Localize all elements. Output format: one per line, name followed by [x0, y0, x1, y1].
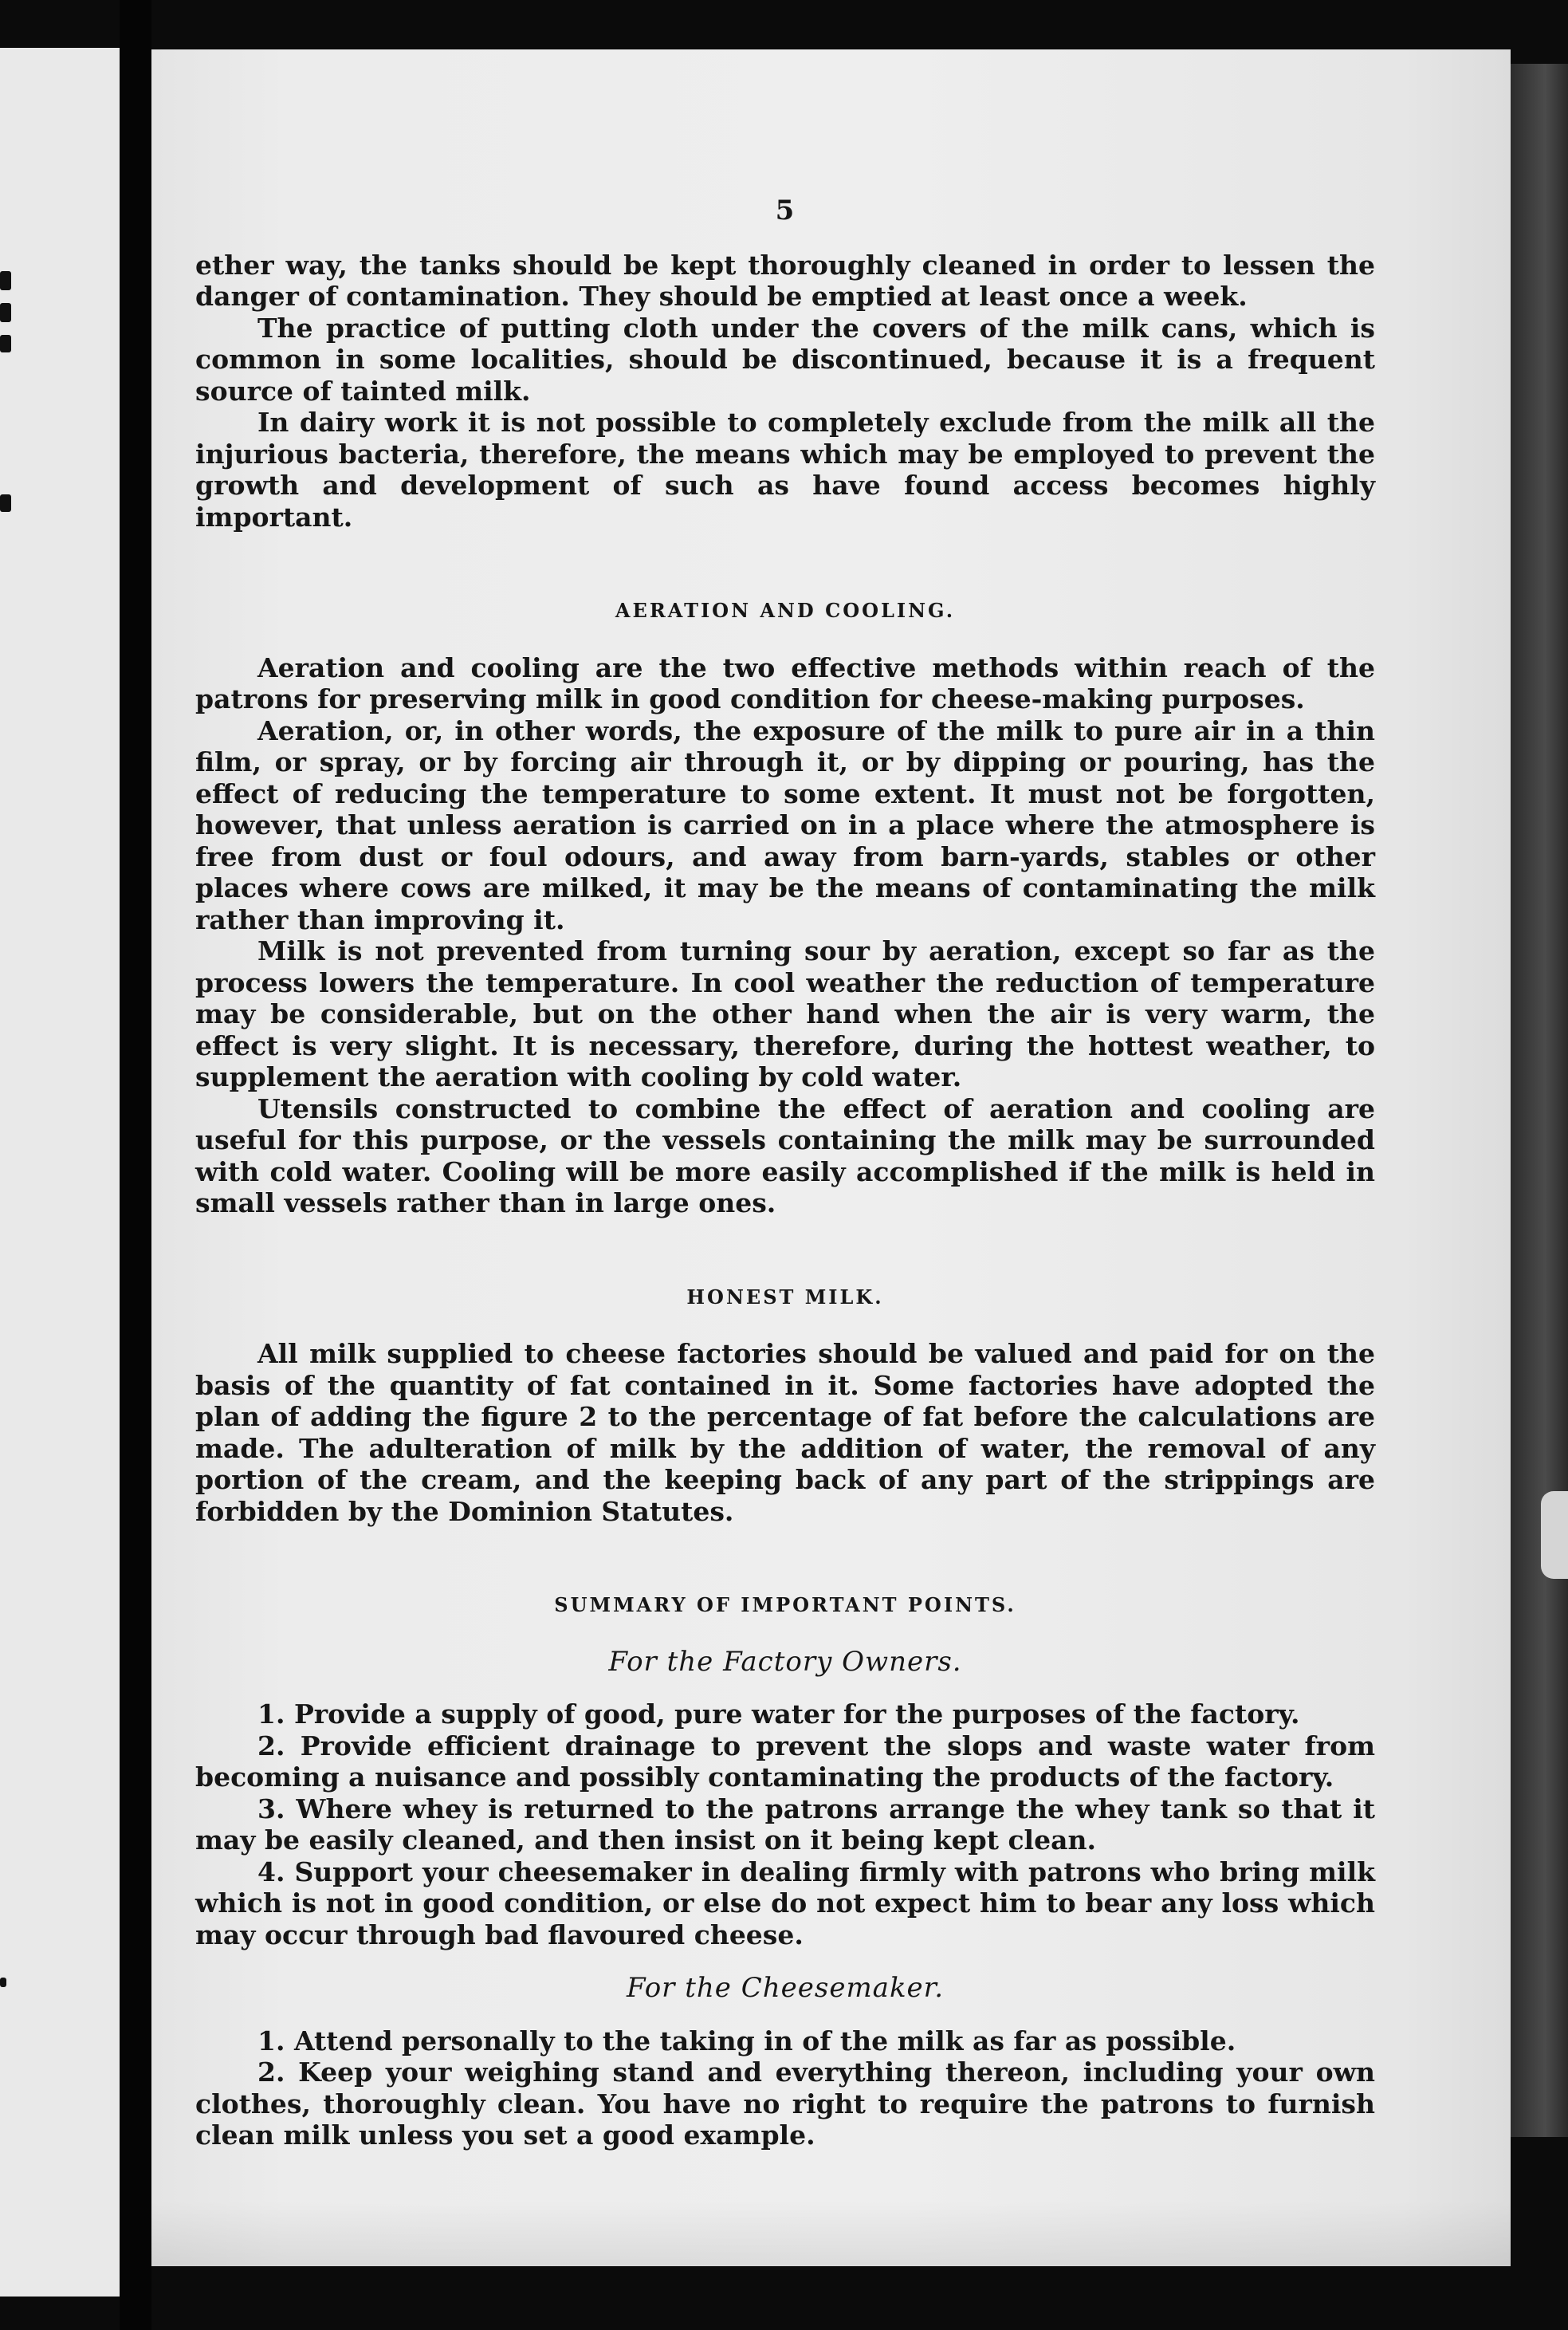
- bleed-mark: [0, 335, 11, 352]
- list-item: 1. Provide a supply of good, pure water for the purposes of the factory.: [257, 1698, 1300, 1730]
- subheading-factory-owners: For the Factory Owners.: [608, 1645, 962, 1678]
- paragraph: Aeration and cooling are the two effective methods within reach of the patrons for preserving milk in good condition for cheese-making purposes.: [195, 651, 1375, 714]
- paragraph: The practice of putting cloth under the covers of the milk cans, which is common in some localities, should be discontinued, because it is a frequent source of tainted milk.: [195, 312, 1375, 407]
- list-item: 4. Support your cheesemaker in dealing firmly with patrons who bring milk which is not in good condition, or else do not expect him to bear any loss which may occur through bad flavoured cheese.: [195, 1856, 1375, 1950]
- section-heading: SUMMARY OF IMPORTANT POINTS.: [554, 1593, 1016, 1616]
- section-heading: HONEST MILK.: [686, 1285, 884, 1309]
- list-item: 2. Keep your weighing stand and everything thereon, including your own clothes, thoroughly clean. You have no right to require the patrons to furnish clean milk unless you set a good example.: [195, 2056, 1375, 2151]
- subheading-cheesemaker: For the Cheesemaker.: [626, 1972, 945, 2004]
- right-page-edge: [1511, 64, 1568, 2137]
- binding-gutter: [120, 0, 151, 2330]
- list-item: 1. Attend personally to the taking in of the milk as far as possible.: [257, 2025, 1236, 2056]
- paragraph: In dairy work it is not possible to completely exclude from the milk all the injurious bacteria, therefore, the means which may be employed to prevent the growth and development of such as have found access becomes highly important.: [195, 407, 1375, 533]
- bleed-mark: [0, 1978, 6, 1987]
- list-item: 2. Provide efficient drainage to prevent the slops and waste water from becoming a nuisance and possibly contaminating the products of the factory.: [195, 1730, 1375, 1793]
- page-tab: [1541, 1491, 1568, 1579]
- section-heading: AERATION AND COOLING.: [615, 599, 956, 622]
- page-number: 5: [775, 195, 796, 226]
- paragraph: ether way, the tanks should be kept thoroughly cleaned in order to lessen the danger of contamination. They should be emptied at least once a week.: [195, 249, 1375, 312]
- bleed-mark: [0, 494, 11, 512]
- bleed-mark: [0, 271, 11, 290]
- paragraph: Utensils constructed to combine the effect of aeration and cooling are useful for this purpose, or the vessels containing the milk may be surrounded with cold water. Cooling will be more easily accomplished if the milk is held in small vessels rather than in large ones.: [195, 1092, 1375, 1218]
- paragraph: All milk supplied to cheese factories should be valued and paid for on the basis of the quantity of fat contained in it. Some factories have adopted the plan of adding the figure 2 to the percentage of fat before the calculations are made. The adulteration of milk by the addition of water, the removal of any portion of the cream, and the keeping back of any part of the strippings are forbidden by the Dominion Statutes.: [195, 1338, 1375, 1527]
- page-content: [195, 159, 1375, 2151]
- list-item: 3. Where whey is returned to the patrons arrange the whey tank so that it may be easily cleaned, and then insist on it being kept clean.: [195, 1793, 1375, 1856]
- paragraph: Milk is not prevented from turning sour by aeration, except so far as the process lowers the temperature. In cool weather the reduction of temperature may be considerable, but on the other hand when the air is very warm, the effect is very slight. It is necessary, therefore, during the hottest weather, to supplement the aeration with cooling by cold water.: [195, 935, 1375, 1092]
- paragraph: Aeration, or, in other words, the exposure of the milk to pure air in a thin film, or spray, or by forcing air through it, or by dipping or pouring, has the effect of reducing the temperature to some extent. It must not be forgotten, however, that unless aeration is carried on in a place where the atmosphere is free from dust or foul odours, and away from barn-yards, stables or other places where cows are milked, it may be the means of contaminating the milk rather than improving it.: [195, 714, 1375, 935]
- page-bottom-shadow: [151, 2201, 1511, 2266]
- adjacent-page-edge: [0, 48, 120, 2297]
- bleed-mark: [0, 303, 11, 322]
